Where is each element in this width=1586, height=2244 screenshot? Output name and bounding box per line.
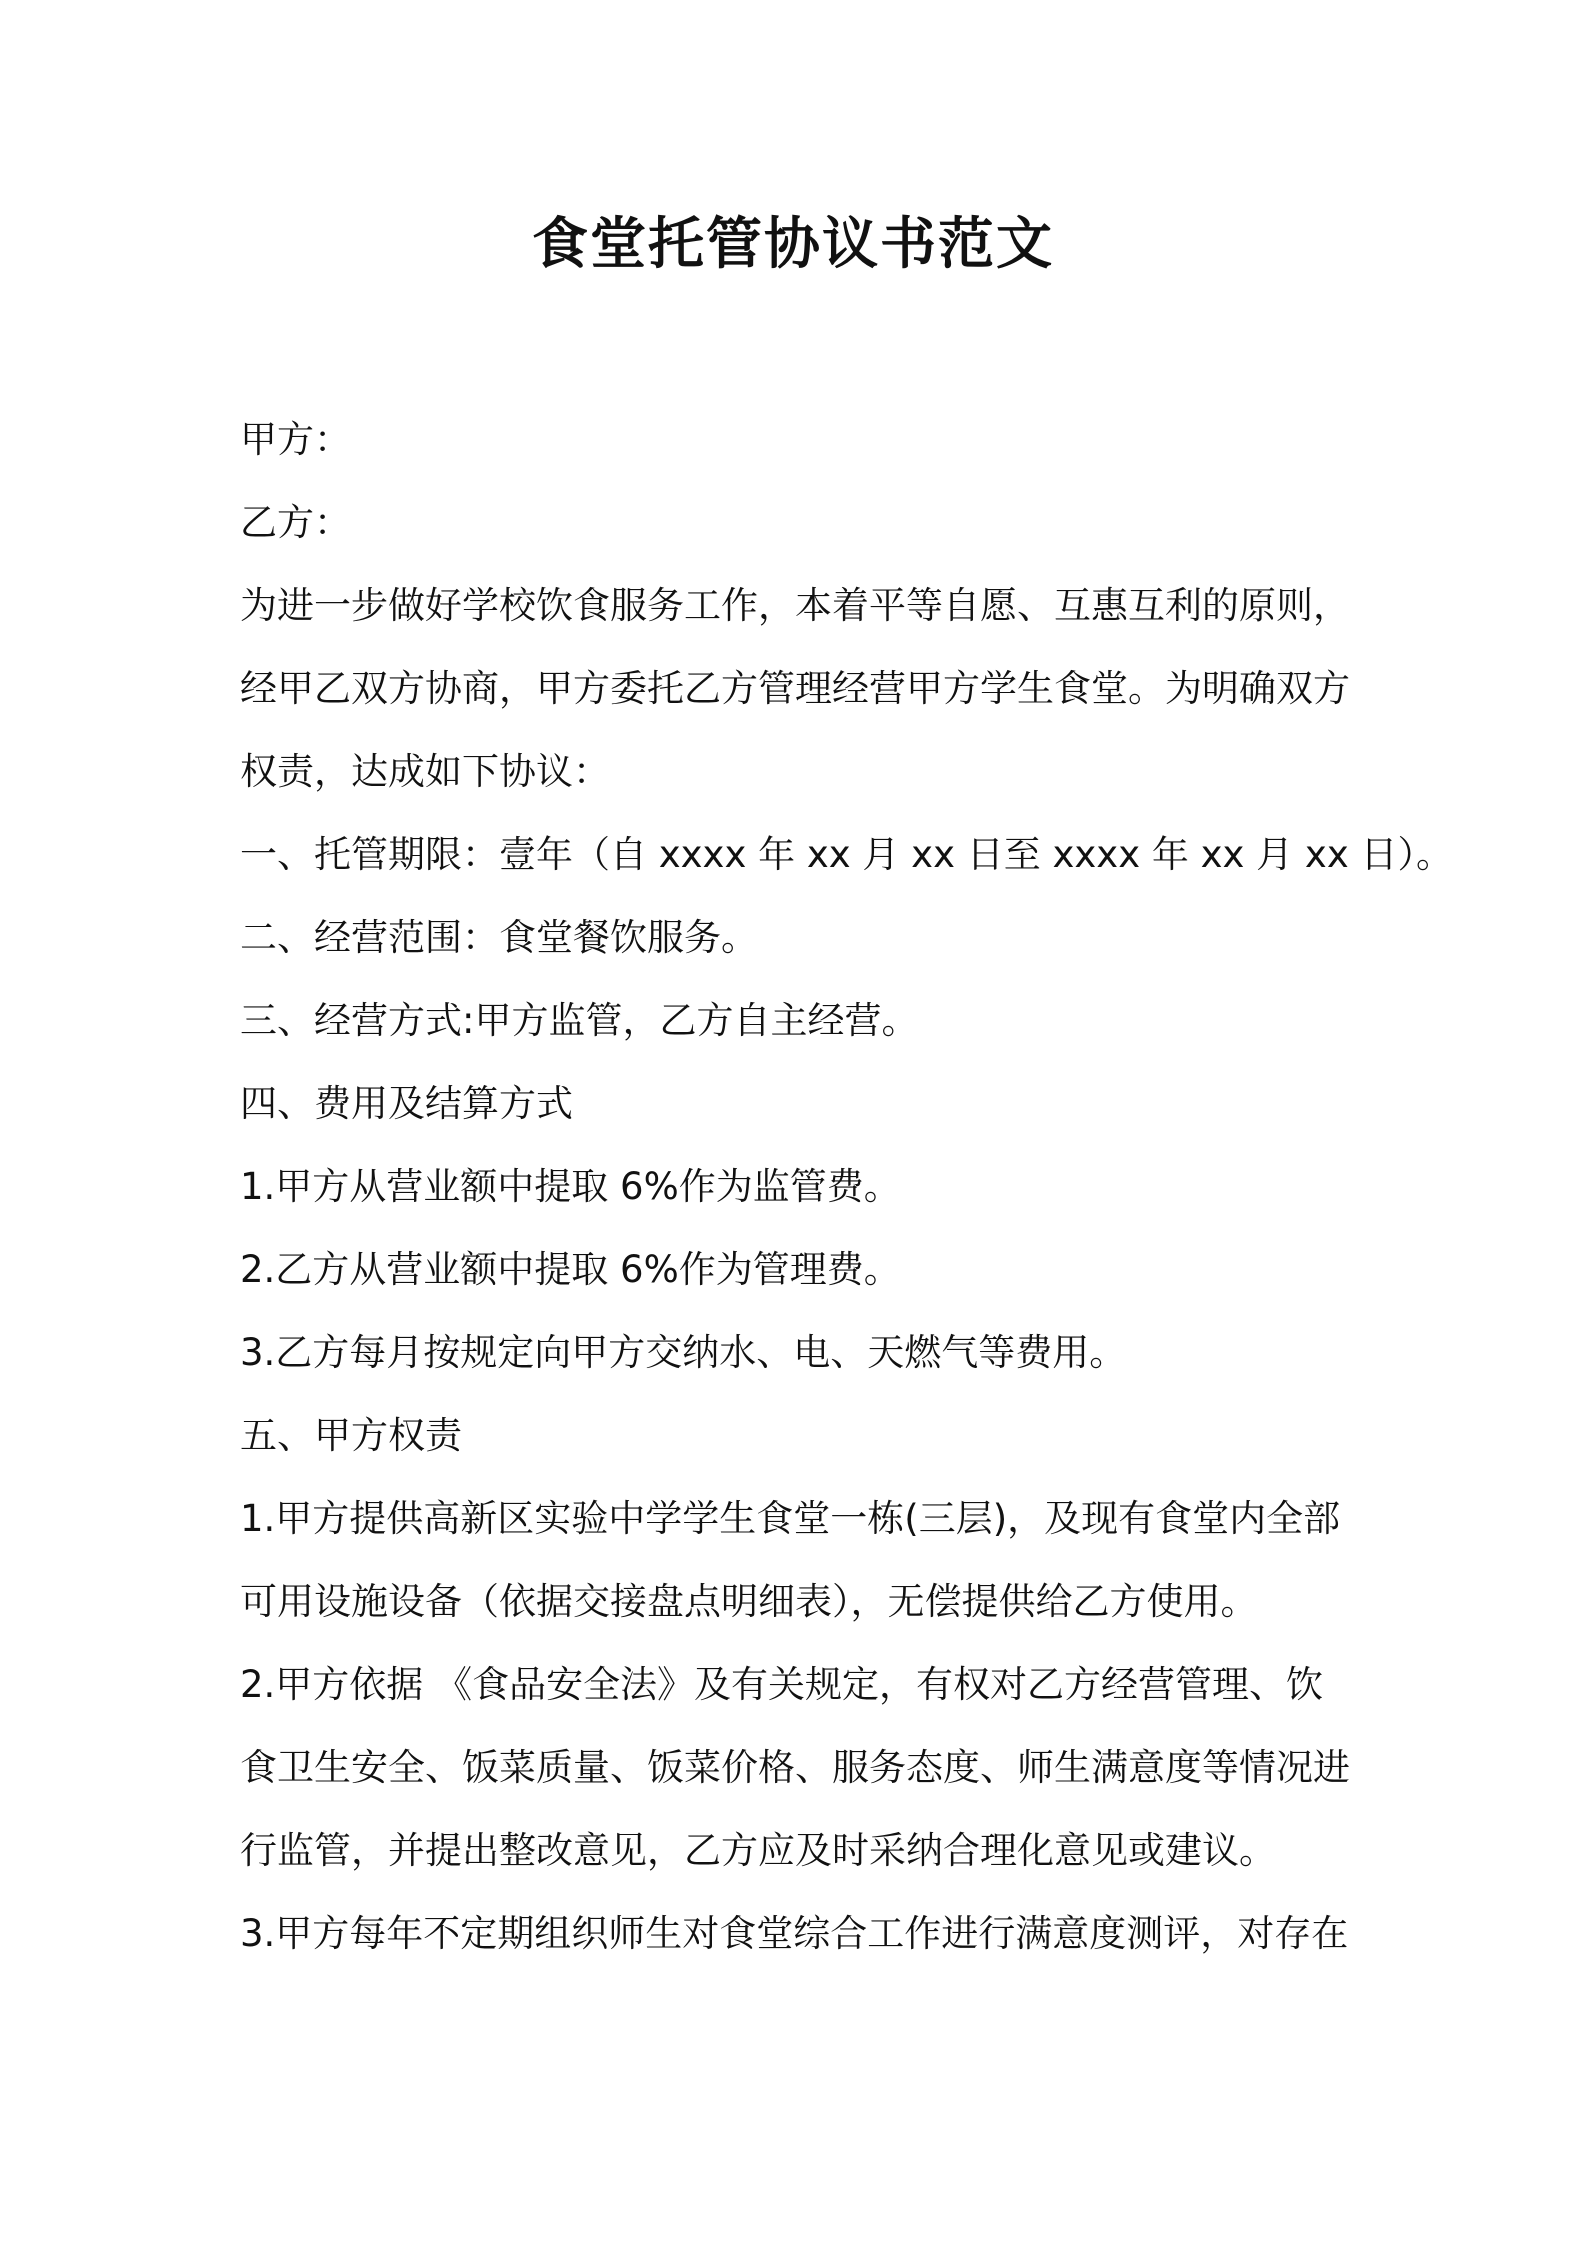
rights-item-3-line-1: 3.甲方每年不定期组织师生对食堂综合工作进行满意度测评，对存在 <box>240 1912 1349 1955</box>
clause-mode: 三、经营方式:甲方监管，乙方自主经营。 <box>240 999 919 1042</box>
rights-item-1-line-1: 1.甲方提供高新区实验中学学生食堂一栋(三层)，及现有食堂内全部 <box>240 1497 1341 1540</box>
rights-item-2-line-3: 行监管，并提出整改意见，乙方应及时采纳合理化意见或建议。 <box>240 1829 1276 1872</box>
party-b-line: 乙方： <box>240 501 351 544</box>
fee-item-2: 2.乙方从营业额中提取 6%作为管理费。 <box>240 1248 901 1291</box>
clause-term: 一、托管期限：壹年（自 xxxx 年 xx 月 xx 日至 xxxx 年 xx 月 xx 日）。 <box>240 833 1453 876</box>
preamble-line-2: 经甲乙双方协商，甲方委托乙方管理经营甲方学生食堂。为明确双方 <box>240 667 1350 710</box>
rights-item-2-line-1: 2.甲方依据 《食品安全法》及有关规定，有权对乙方经营管理、饮 <box>240 1663 1324 1706</box>
preamble-line-3: 权责，达成如下协议： <box>240 750 610 793</box>
rights-item-2-line-2: 食卫生安全、饭菜质量、饭菜价格、服务态度、师生满意度等情况进 <box>240 1746 1350 1789</box>
rights-item-1-line-2: 可用设施设备（依据交接盘点明细表），无偿提供给乙方使用。 <box>240 1580 1258 1623</box>
fee-item-1: 1.甲方从营业额中提取 6%作为监管费。 <box>240 1165 901 1208</box>
section-heading-party-a-rights: 五、甲方权责 <box>240 1414 462 1457</box>
document-body <box>240 398 1453 1975</box>
fee-item-3: 3.乙方每月按规定向甲方交纳水、电、天燃气等费用。 <box>240 1331 1127 1374</box>
section-heading-fees: 四、费用及结算方式 <box>240 1082 573 1125</box>
document-title: 食堂托管协议书范文 <box>532 212 1054 277</box>
preamble-line-1: 为进一步做好学校饮食服务工作，本着平等自愿、互惠互利的原则， <box>240 584 1350 627</box>
party-a-line: 甲方： <box>240 418 351 461</box>
clause-scope: 二、经营范围：食堂餐饮服务。 <box>240 916 758 959</box>
